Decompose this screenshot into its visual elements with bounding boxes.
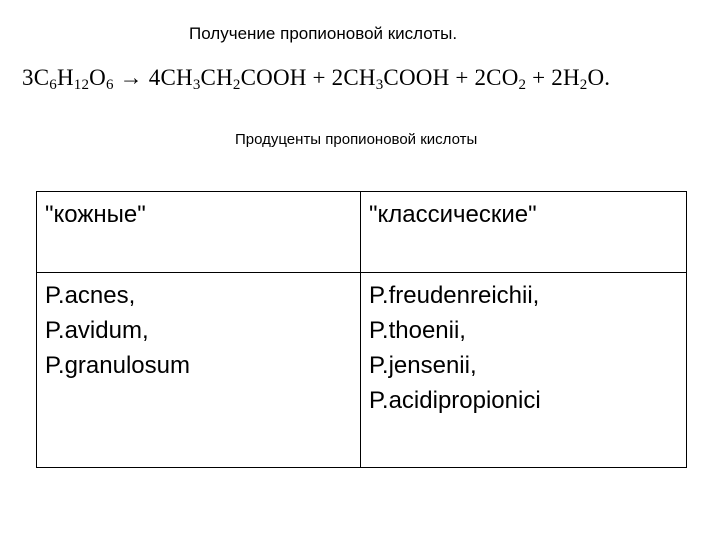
equation-text: 3C bbox=[22, 65, 50, 90]
equation-text: COOH + 2CO bbox=[383, 65, 519, 90]
equation-subscript: 6 bbox=[49, 77, 57, 93]
equation-subscript: 6 bbox=[105, 77, 114, 93]
skin-species-cell bbox=[37, 273, 361, 468]
classic-species-cell bbox=[361, 273, 687, 468]
equation-text: O. bbox=[587, 65, 611, 90]
title-normal-text: Получение bbox=[189, 24, 276, 43]
producers-table bbox=[36, 191, 687, 468]
table-header-row bbox=[37, 192, 687, 273]
page-title bbox=[189, 24, 457, 44]
equation-subscript: 3 bbox=[192, 77, 201, 93]
species-name: P.acidipropionici bbox=[369, 387, 541, 414]
equation-text: H bbox=[56, 65, 74, 90]
equation-text: O bbox=[89, 65, 106, 90]
species-name: P.jensenii, bbox=[369, 352, 477, 379]
species-name: P.avidum, bbox=[45, 317, 149, 344]
equation-text: + 2H bbox=[526, 65, 580, 90]
equation-subscript: 12 bbox=[73, 77, 90, 93]
equation-text: CH bbox=[200, 65, 233, 90]
equation-text: COOH + 2CH bbox=[240, 65, 376, 90]
species-name: P.granulosum bbox=[45, 352, 190, 379]
species-name: P.thoenii, bbox=[369, 317, 466, 344]
header-cell-skin: "кожные" bbox=[37, 192, 361, 273]
species-name: P.freudenreichii, bbox=[369, 282, 540, 309]
title-italic-text: пропионовой кислоты. bbox=[280, 24, 458, 43]
equation-subscript: 2 bbox=[518, 77, 527, 93]
table-row bbox=[37, 273, 687, 468]
reaction-equation bbox=[22, 65, 610, 91]
equation-text: → 4CH bbox=[113, 65, 193, 90]
equation-subscript: 3 bbox=[375, 77, 384, 93]
equation-subscript: 2 bbox=[232, 77, 241, 93]
producers-subtitle: Продуценты пропионовой кислоты bbox=[235, 131, 478, 148]
header-cell-classic: "классические" bbox=[361, 192, 687, 273]
equation-subscript: 2 bbox=[579, 77, 588, 93]
species-name: P.acnes, bbox=[45, 282, 136, 309]
